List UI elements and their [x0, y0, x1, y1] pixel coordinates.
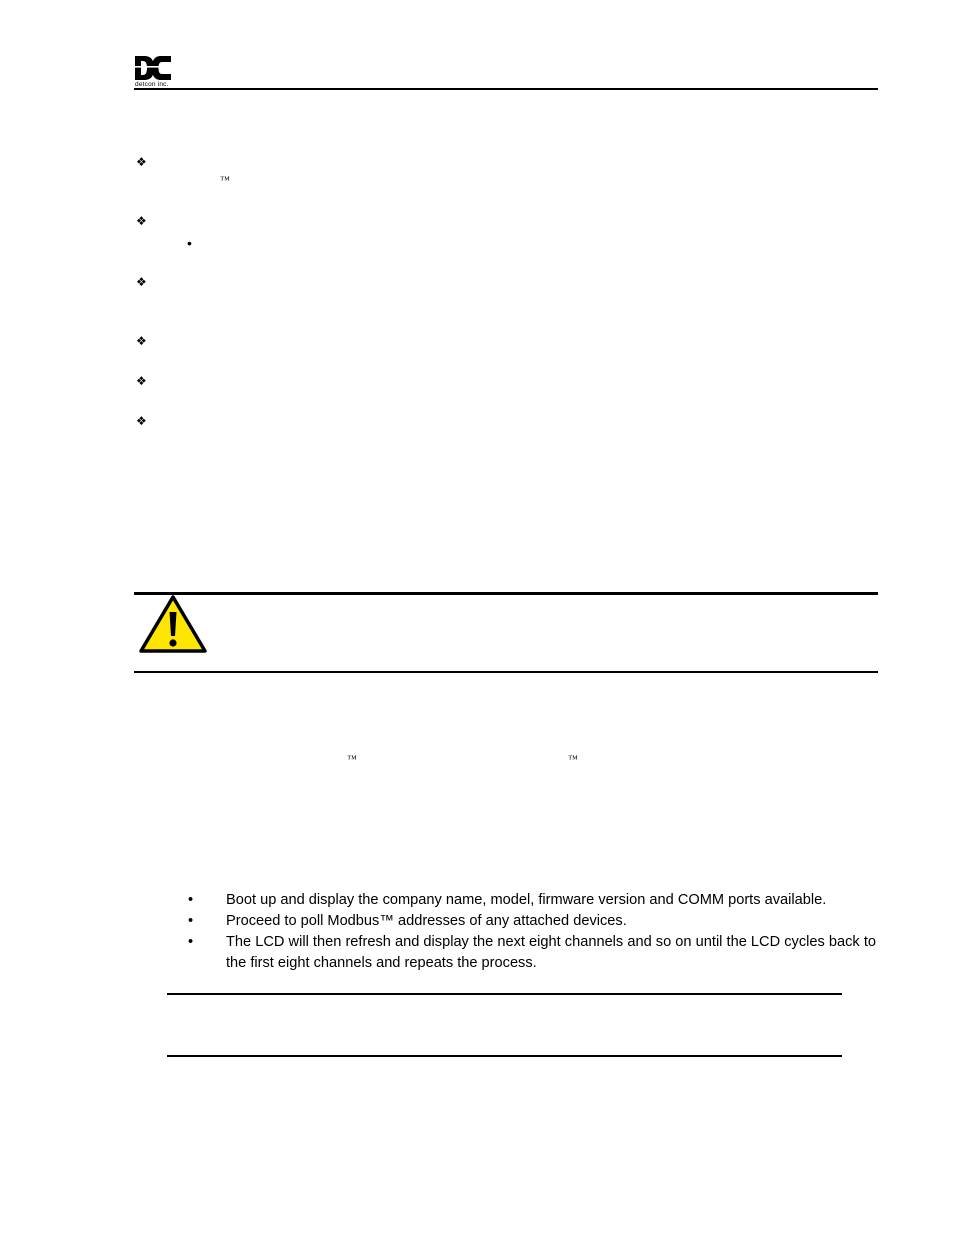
sub-bullet: • [187, 235, 192, 251]
list-item [188, 932, 876, 974]
warning-triangle-icon [139, 594, 207, 654]
list-bullet: • [188, 913, 194, 929]
trademark-symbol: ™ [347, 754, 357, 765]
ornament-bullet: ❖ [136, 155, 147, 169]
warning-box-bottom-rule [134, 671, 878, 673]
list-bullet: • [188, 892, 194, 908]
list-item-text: Proceed to poll Modbus™ addresses of any attached devices. [226, 913, 627, 929]
list-item [188, 890, 876, 911]
warning-box-top-rule [134, 592, 878, 595]
list-item-text: The LCD will then refresh and display the next eight channels and so on until the LCD cycles back to the first eight channels and repeats the process. [226, 934, 876, 971]
ornament-bullet: ❖ [136, 275, 147, 289]
list-item [188, 911, 876, 932]
logo-caption: detcon inc. [135, 81, 169, 88]
detcon-logo-icon [134, 55, 172, 89]
list-bullet: • [188, 934, 194, 950]
list-item-text: Boot up and display the company name, model, firmware version and COMM ports available. [226, 892, 827, 908]
ornament-bullet: ❖ [136, 214, 147, 228]
note-bottom-rule [167, 1055, 842, 1057]
ornament-bullet: ❖ [136, 414, 147, 428]
trademark-symbol: ™ [568, 754, 578, 765]
ornament-bullet: ❖ [136, 334, 147, 348]
note-top-rule [167, 993, 842, 995]
header-divider [134, 88, 878, 90]
trademark-symbol: ™ [220, 175, 230, 186]
ornament-bullet: ❖ [136, 374, 147, 388]
